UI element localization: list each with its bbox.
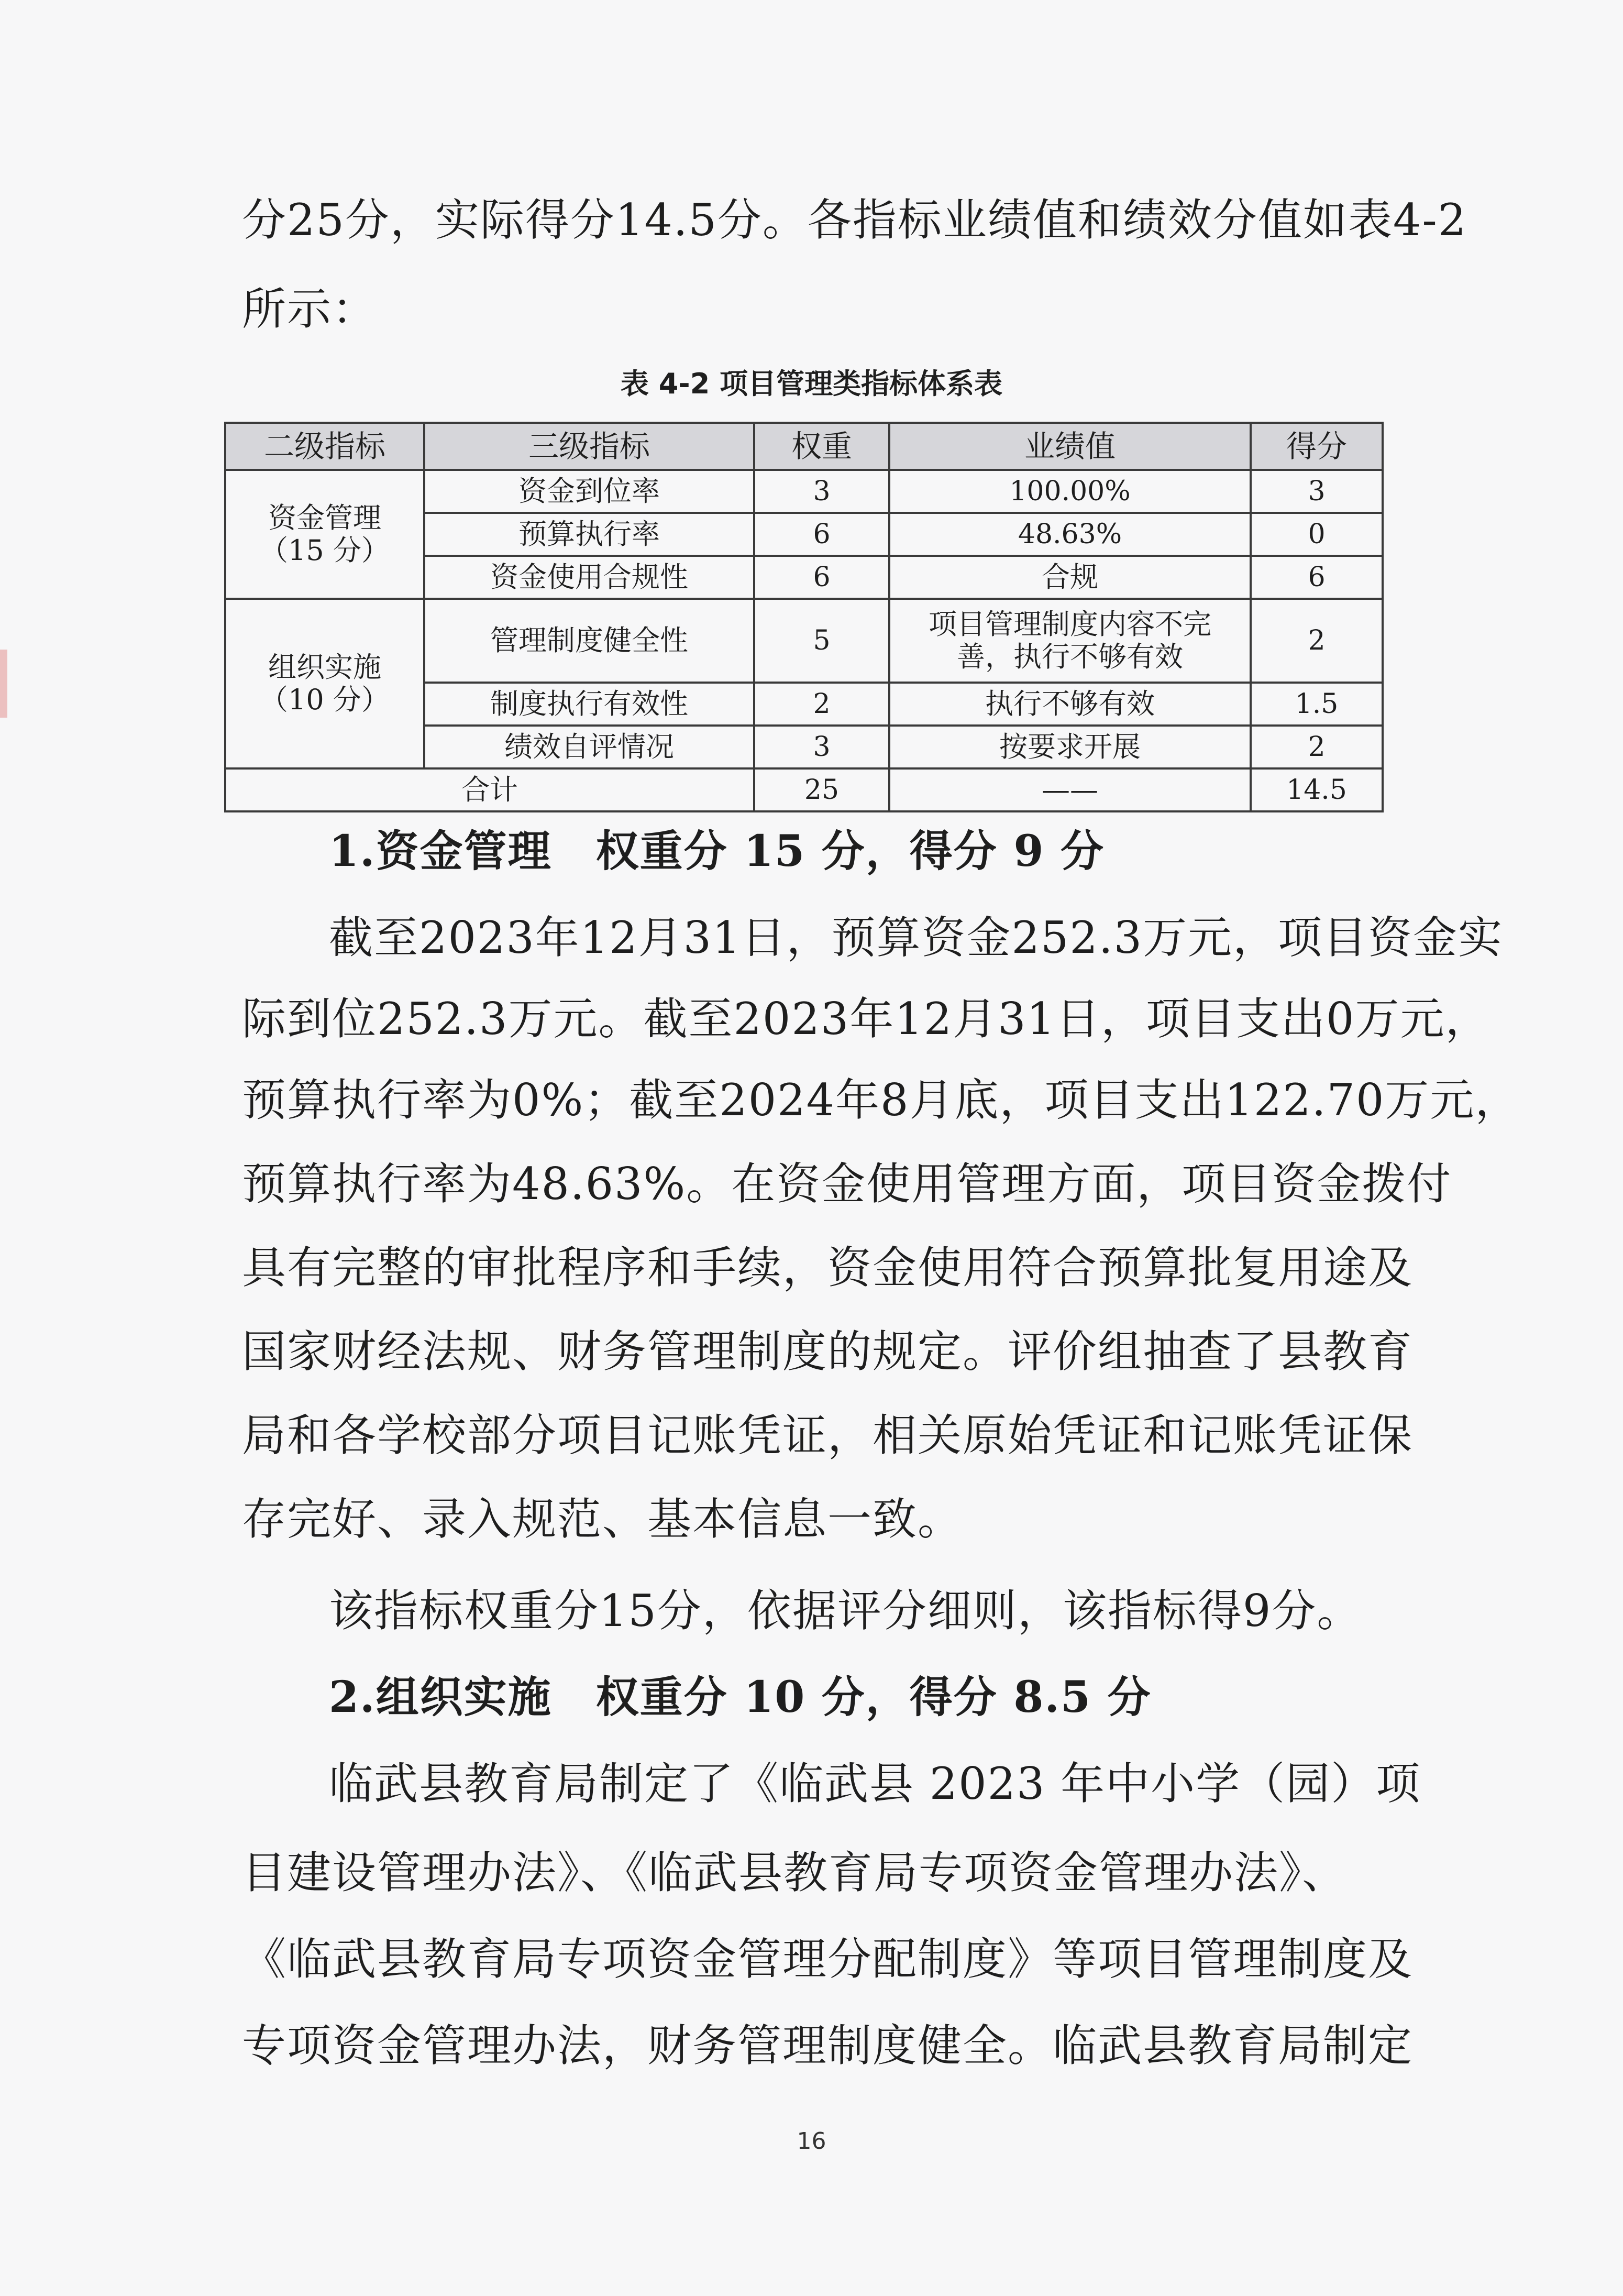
metrics-table — [224, 422, 1384, 812]
s2-line-3: 《临武县教育局专项资金管理分配制度》等项目管理制度及 — [242, 1934, 1414, 1985]
indicator-cell: 资金使用合规性 — [424, 556, 754, 599]
value-cell: 48.63% — [889, 513, 1251, 556]
indicator-cell: 资金到位率 — [424, 470, 754, 513]
weight-cell: 2 — [754, 683, 889, 726]
header-weight: 权重 — [754, 423, 889, 470]
value-line-2: 善，执行不够有效 — [957, 640, 1183, 673]
s1-line-7: 局和各学校部分项目记账凭证，相关原始凭证和记账凭证保 — [242, 1410, 1414, 1461]
group-sub: （10 分） — [260, 683, 390, 716]
score-cell: 3 — [1251, 470, 1383, 513]
s2-line-1: 临武县教育局制定了《临武县 2023 年中小学（园）项 — [329, 1758, 1421, 1809]
score-cell: 6 — [1251, 556, 1383, 599]
intro-line-2: 所示： — [242, 283, 378, 335]
weight-cell: 3 — [754, 470, 889, 513]
indicator-cell: 管理制度健全性 — [424, 599, 754, 683]
section-2-heading: 2.组织实施 权重分 10 分，得分 8.5 分 — [329, 1672, 1152, 1722]
score-cell: 2 — [1251, 726, 1383, 768]
value-cell: 执行不够有效 — [889, 683, 1251, 726]
page-number: 16 — [797, 2128, 826, 2155]
s1-line-3: 预算执行率为0%；截至2024年8月底，项目支出122.70万元， — [242, 1074, 1520, 1126]
header-level2: 二级指标 — [225, 423, 424, 470]
table-row — [225, 599, 1383, 683]
score-cell: 0 — [1251, 513, 1383, 556]
s2-line-2: 目建设管理办法》、《临武县教育局专项资金管理办法》、 — [242, 1847, 1348, 1898]
header-level3: 三级指标 — [424, 423, 754, 470]
value-cell: 100.00% — [889, 470, 1251, 513]
group-name: 资金管理 — [268, 501, 381, 534]
s1-line-6: 国家财经法规、财务管理制度的规定。评价组抽查了县教育 — [242, 1326, 1414, 1377]
value-cell — [889, 599, 1251, 683]
header-score: 得分 — [1251, 423, 1383, 470]
s1-line-8: 存完好、录入规范、基本信息一致。 — [242, 1493, 963, 1545]
s2-line-4: 专项资金管理办法，财务管理制度健全。临武县教育局制定 — [242, 2020, 1414, 2071]
score-cell: 1.5 — [1251, 683, 1383, 726]
total-label: 合计 — [225, 768, 754, 811]
weight-cell: 6 — [754, 556, 889, 599]
table-caption: 表 4-2 项目管理类指标体系表 — [620, 367, 1003, 400]
s1-line-1: 截至2023年12月31日，预算资金252.3万元，项目资金实 — [329, 912, 1504, 963]
value-cell: 按要求开展 — [889, 726, 1251, 768]
value-line-1: 项目管理制度内容不完 — [929, 608, 1211, 641]
weight-cell: 3 — [754, 726, 889, 768]
total-score: 14.5 — [1251, 768, 1383, 811]
total-value: —— — [889, 768, 1251, 811]
s1-line-5: 具有完整的审批程序和手续，资金使用符合预算批复用途及 — [242, 1242, 1414, 1293]
seal-edge-mark — [0, 650, 7, 718]
group-cell-fund-management — [225, 470, 424, 599]
value-cell: 合规 — [889, 556, 1251, 599]
section-1-heading: 1.资金管理 权重分 15 分，得分 9 分 — [329, 826, 1105, 876]
table-total-row — [225, 768, 1383, 811]
table-row — [225, 470, 1383, 513]
total-weight: 25 — [754, 768, 889, 811]
s1-line-2: 际到位252.3万元。截至2023年12月31日，项目支出0万元， — [242, 993, 1490, 1045]
table-header-row — [225, 423, 1383, 470]
s1-score-line: 该指标权重分15分，依据评分细则，该指标得9分。 — [329, 1585, 1362, 1636]
weight-cell: 5 — [754, 599, 889, 683]
s1-line-4: 预算执行率为48.63%。在资金使用管理方面，项目资金拨付 — [242, 1158, 1452, 1210]
header-value: 业绩值 — [889, 423, 1251, 470]
indicator-cell: 绩效自评情况 — [424, 726, 754, 768]
score-cell: 2 — [1251, 599, 1383, 683]
indicator-cell: 预算执行率 — [424, 513, 754, 556]
group-cell-organization — [225, 599, 424, 768]
group-name: 组织实施 — [268, 651, 381, 684]
intro-line-1: 分25分，实际得分14.5分。各指标业绩值和绩效分值如表4-2 — [242, 194, 1467, 246]
indicator-cell: 制度执行有效性 — [424, 683, 754, 726]
group-sub: （15 分） — [260, 534, 390, 567]
weight-cell: 6 — [754, 513, 889, 556]
